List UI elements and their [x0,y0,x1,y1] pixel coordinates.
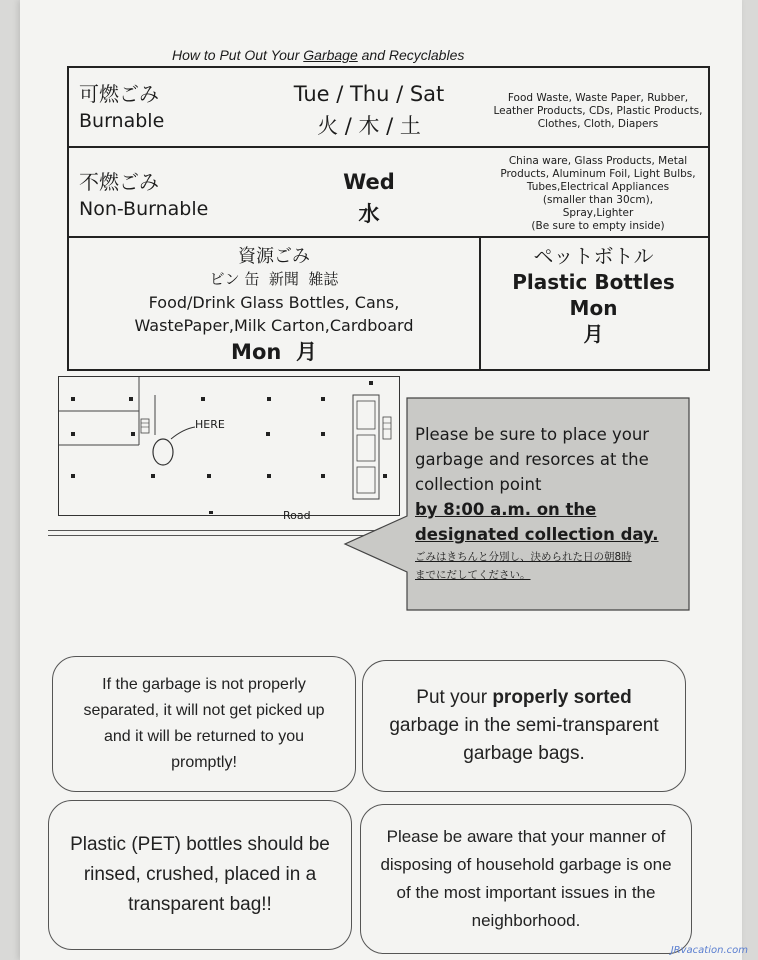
non-burnable-item-line: China ware, Glass Products, Metal [508,155,688,167]
callout-text [415,422,685,583]
callout-line: Please be sure to place your [415,425,650,444]
callout-deadline-line: designated collection day. [415,525,659,544]
note-manner [360,804,692,954]
non-burnable-en: Non-Burnable [79,198,209,220]
road-label: Road [283,509,311,522]
burnable-days-en: Tue / Thu / Sat [293,82,445,106]
non-burnable-items [487,155,709,233]
burnable-item-line: Leather Products, CDs, Plastic Products, [493,105,703,117]
note-text [381,684,667,768]
pet-cell [479,238,708,369]
burnable-item-line: Clothes, Cloth, Diapers [537,118,659,130]
row-non-burnable [69,148,708,238]
non-burnable-day-jp: 水 [358,202,380,226]
note-text-part: Put your [416,687,493,708]
row-burnable [69,68,708,148]
burnable-jp: 可燃ごみ [79,82,159,106]
non-burnable-jp: 不燃ごみ [79,170,159,194]
note-text-bold: properly sorted [492,687,632,708]
note-pet-bottles [48,800,352,950]
resources-jp: 資源ごみ [238,246,310,267]
note-text: Please be aware that your manner of disposing of household garbage is one of the most important issues in the neighborhood. [380,827,672,930]
pet-day-jp: 月 [583,322,604,346]
note-text: Plastic (PET) bottles should be rinsed, crushed, placed in a transparent bag!! [70,834,330,915]
burnable-days-jp: 火 / 木 / 土 [317,114,421,138]
non-burnable-item-line: Tubes,Electrical Appliances [526,181,670,193]
callout-jp-line: までにだしてください。 [415,569,531,581]
pet-en: Plastic Bottles [512,270,675,294]
row-resources [69,238,708,369]
note-text: If the garbage is not properly separated, it will not get picked up and it will be returned to you promptly! [83,676,325,771]
note-not-separated [52,656,356,792]
burnable-items [487,92,709,131]
collection-schedule-table [67,66,710,371]
resources-en-line1: Food/Drink Glass Bottles, Cans, [148,293,400,312]
non-burnable-item-line: Products, Aluminum Foil, Light Bulbs, [500,168,696,180]
collection-time-callout [343,396,693,612]
resources-day: Mon 月 [231,340,317,364]
watermark: JRvacation.com [670,945,748,956]
resources-cell [69,238,481,369]
resources-en-line2: WastePaper,Milk Carton,Cardboard [134,316,414,335]
burnable-item-line: Food Waste, Waste Paper, Rubber, [507,92,689,104]
note-text-part: garbage in the semi-transparent garbage bags. [389,715,659,764]
here-label: HERE [195,418,225,431]
pet-day-en: Mon [569,296,618,320]
callout-jp-line: ごみはきちんと分別し、決められた日の朝8時 [415,551,632,563]
page-title: How to Put Out Your Garbage and Recyclables [172,47,465,63]
non-burnable-item-line: (Be sure to empty inside) [531,220,665,232]
non-burnable-day-en: Wed [343,170,395,194]
non-burnable-item-line: Spray,Lighter [562,207,634,219]
callout-deadline-line: by 8:00 a.m. on the [415,500,597,519]
callout-line: collection point [415,475,542,494]
burnable-en: Burnable [79,110,165,132]
note-semi-transparent-bags [362,660,686,792]
non-burnable-item-line: (smaller than 30cm), [542,194,654,206]
resources-jp-sub: ビン 缶 新聞 雑誌 [209,270,339,288]
pet-jp: ペットボトル [533,244,654,268]
callout-line: garbage and resorces at the [415,450,649,469]
